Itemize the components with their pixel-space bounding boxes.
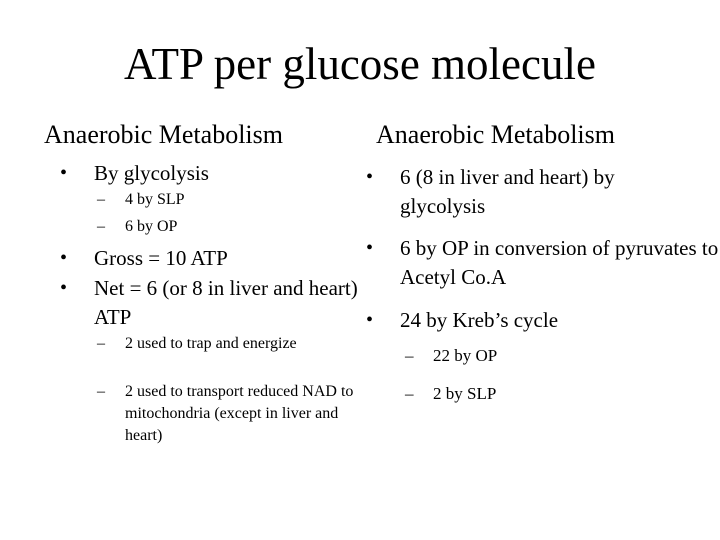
bullet-icon: •	[366, 309, 374, 331]
left-column-heading: Anaerobic Metabolism	[44, 120, 283, 149]
left-bullet-net-text: Net = 6 (or 8 in liver and heart) ATP	[94, 276, 358, 329]
left-sub-op-text: 6 by OP	[125, 218, 178, 235]
right-sub-op-text: 22 by OP	[433, 346, 498, 365]
left-sub-slp	[97, 189, 355, 211]
left-bullet-net	[60, 274, 384, 332]
right-sub-slp	[405, 383, 683, 405]
bullet-icon: •	[366, 166, 374, 188]
left-sub-op	[97, 216, 355, 238]
bullet-icon: •	[60, 247, 68, 269]
dash-icon: –	[97, 383, 105, 400]
left-bullet-gross	[60, 244, 384, 273]
right-sub-op	[405, 345, 683, 367]
dash-icon: –	[405, 346, 414, 365]
dash-icon: –	[97, 191, 105, 208]
left-bullet-glycolysis-text: By glycolysis	[94, 161, 209, 185]
right-sub-slp-text: 2 by SLP	[433, 384, 497, 403]
bullet-icon: •	[366, 237, 374, 259]
right-bullet-pyruvate	[366, 234, 720, 292]
left-bullet-glycolysis	[60, 159, 364, 188]
dash-icon: –	[97, 335, 105, 352]
right-bullet-krebs-text: 24 by Kreb’s cycle	[400, 308, 559, 332]
left-sub-trap-text: 2 used to trap and energize	[125, 335, 297, 352]
right-bullet-pyruvate-text: 6 by OP in conversion of pyruvates to Acetyl Co.A	[400, 236, 719, 289]
right-column-heading: Anaerobic Metabolism	[376, 120, 615, 149]
dash-icon: –	[405, 384, 414, 403]
left-sub-trap	[97, 333, 365, 355]
dash-icon: –	[97, 218, 105, 235]
left-sub-transport	[97, 381, 365, 447]
right-bullet-glycolysis-text: 6 (8 in liver and heart) by glycolysis	[400, 165, 615, 218]
right-bullet-glycolysis	[366, 163, 700, 221]
left-bullet-gross-text: Gross = 10 ATP	[94, 246, 228, 270]
right-bullet-krebs	[366, 306, 700, 335]
bullet-icon: •	[60, 277, 68, 299]
left-sub-slp-text: 4 by SLP	[125, 191, 185, 208]
bullet-icon: •	[60, 162, 68, 184]
left-sub-transport-text: 2 used to transport reduced NAD to mitochondria (except in liver and heart)	[125, 383, 354, 444]
slide-title: ATP per glucose molecule	[124, 39, 596, 89]
